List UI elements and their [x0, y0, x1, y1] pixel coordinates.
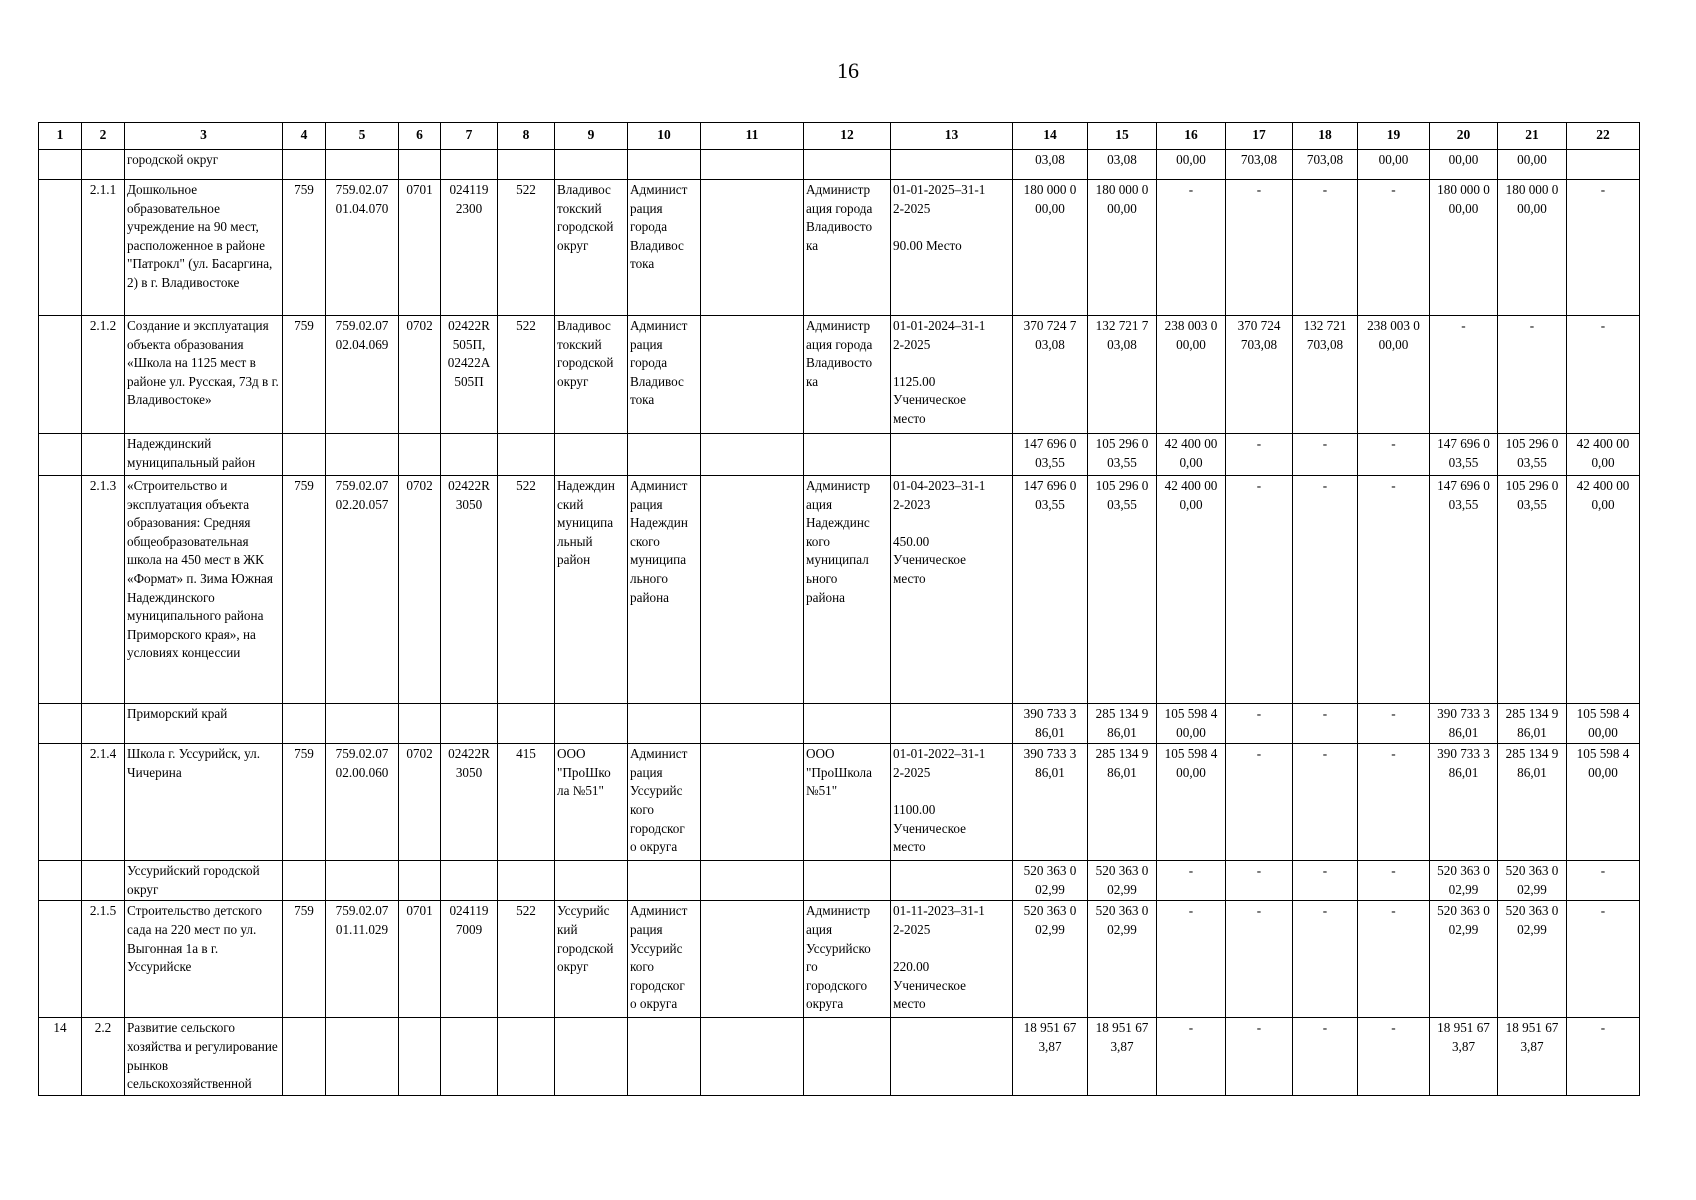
- table-cell: [628, 1018, 701, 1096]
- table-cell: ООО "ПроШко ла №51": [555, 744, 628, 861]
- header-row: [39, 123, 1640, 150]
- budget-table: [38, 122, 1640, 1096]
- table-cell: 180 000 0 00,00: [1088, 180, 1157, 316]
- table-cell: [891, 861, 1013, 901]
- table-cell: 759: [283, 476, 326, 704]
- table-cell: [326, 1018, 399, 1096]
- table-cell: [891, 1018, 1013, 1096]
- page-number: 16: [837, 58, 859, 83]
- table-cell: 18 951 67 3,87: [1430, 1018, 1498, 1096]
- header-cell: 16: [1157, 123, 1226, 150]
- table-cell: 520 363 0 02,99: [1013, 861, 1088, 901]
- table-cell: 42 400 00 0,00: [1157, 434, 1226, 476]
- table-cell: 01-11-2023–31-1 2-2025 220.00 Ученическое место: [891, 901, 1013, 1018]
- table-cell: 759.02.07 01.11.029: [326, 901, 399, 1018]
- table-cell: [804, 861, 891, 901]
- table-cell: 03,08: [1013, 150, 1088, 180]
- table-cell: [628, 861, 701, 901]
- table-cell: [804, 1018, 891, 1096]
- header-cell: 5: [326, 123, 399, 150]
- table-cell: 147 696 0 03,55: [1013, 434, 1088, 476]
- table-cell: -: [1567, 316, 1640, 434]
- table-cell: 759: [283, 901, 326, 1018]
- table-cell: 285 134 9 86,01: [1498, 744, 1567, 861]
- table-cell: 105 296 0 03,55: [1088, 476, 1157, 704]
- table-cell: -: [1358, 901, 1430, 1018]
- table-cell: [326, 704, 399, 744]
- table-cell: -: [1157, 1018, 1226, 1096]
- table-cell: 520 363 0 02,99: [1498, 861, 1567, 901]
- table-cell: -: [1293, 901, 1358, 1018]
- table-cell: [39, 180, 82, 316]
- table-cell: 522: [498, 901, 555, 1018]
- table-cell: 02422R 3050: [441, 744, 498, 861]
- table-cell: 2.1.2: [82, 316, 125, 434]
- table-cell: городской округ: [125, 150, 283, 180]
- table-cell: [441, 704, 498, 744]
- header-cell: 22: [1567, 123, 1640, 150]
- table-cell: 0702: [399, 476, 441, 704]
- table-cell: [441, 861, 498, 901]
- table-cell: [804, 434, 891, 476]
- header-cell: 1: [39, 123, 82, 150]
- table-cell: -: [1226, 901, 1293, 1018]
- table-cell: [891, 150, 1013, 180]
- header-cell: 4: [283, 123, 326, 150]
- header-cell: 11: [701, 123, 804, 150]
- table-cell: [804, 704, 891, 744]
- table-cell: 42 400 00 0,00: [1567, 434, 1640, 476]
- table-cell: [555, 861, 628, 901]
- table-cell: -: [1358, 744, 1430, 861]
- header-cell: 3: [125, 123, 283, 150]
- header-cell: 18: [1293, 123, 1358, 150]
- table-cell: Администр ация города Владивосто ка: [804, 180, 891, 316]
- table-cell: 18 951 67 3,87: [1498, 1018, 1567, 1096]
- table-cell: [555, 1018, 628, 1096]
- table-cell: 759.02.07 02.04.069: [326, 316, 399, 434]
- table-cell: [39, 150, 82, 180]
- header-cell: 12: [804, 123, 891, 150]
- table-cell: 285 134 9 86,01: [1498, 704, 1567, 744]
- table-cell: [39, 316, 82, 434]
- table-cell: 759: [283, 180, 326, 316]
- table-cell: 285 134 9 86,01: [1088, 744, 1157, 861]
- table-cell: 01-04-2023–31-1 2-2023 450.00 Ученическое место: [891, 476, 1013, 704]
- table-cell: 759.02.07 02.00.060: [326, 744, 399, 861]
- table-cell: [701, 901, 804, 1018]
- table-cell: -: [1157, 901, 1226, 1018]
- table-cell: [283, 150, 326, 180]
- table-cell: -: [1157, 180, 1226, 316]
- table-cell: 2.1.1: [82, 180, 125, 316]
- table-cell: [39, 901, 82, 1018]
- table-cell: 2.2: [82, 1018, 125, 1096]
- table-cell: [701, 1018, 804, 1096]
- table-cell: 520 363 0 02,99: [1430, 901, 1498, 1018]
- table-cell: [701, 316, 804, 434]
- table-cell: 390 733 3 86,01: [1430, 744, 1498, 861]
- header-cell: 14: [1013, 123, 1088, 150]
- table-cell: 105 598 4 00,00: [1157, 704, 1226, 744]
- table-cell: 00,00: [1358, 150, 1430, 180]
- table-row: [39, 316, 1640, 434]
- table-cell: -: [1293, 744, 1358, 861]
- table-cell: [701, 434, 804, 476]
- table-cell: Владивос токский городской округ: [555, 316, 628, 434]
- table-cell: 390 733 3 86,01: [1013, 744, 1088, 861]
- table-row: [39, 476, 1640, 704]
- table-cell: 18 951 67 3,87: [1013, 1018, 1088, 1096]
- table-cell: 00,00: [1157, 150, 1226, 180]
- table-cell: 024119 2300: [441, 180, 498, 316]
- table-cell: Школа г. Уссурийск, ул. Чичерина: [125, 744, 283, 861]
- table-cell: -: [1358, 1018, 1430, 1096]
- table-cell: 703,08: [1226, 150, 1293, 180]
- table-cell: -: [1293, 704, 1358, 744]
- table-cell: 00,00: [1430, 150, 1498, 180]
- table-cell: Админист рация города Владивос тока: [628, 180, 701, 316]
- table-cell: 18 951 67 3,87: [1088, 1018, 1157, 1096]
- table-cell: 01-01-2022–31-1 2-2025 1100.00 Ученическое место: [891, 744, 1013, 861]
- table-cell: 147 696 0 03,55: [1013, 476, 1088, 704]
- table-cell: [804, 150, 891, 180]
- table-cell: Развитие сельского хозяйства и регулирование рынков сельскохозяйственной: [125, 1018, 283, 1096]
- table-cell: ООО "ПроШкола №51": [804, 744, 891, 861]
- table-cell: 42 400 00 0,00: [1157, 476, 1226, 704]
- table-cell: 703,08: [1293, 150, 1358, 180]
- table-cell: [555, 704, 628, 744]
- table-cell: 01-01-2024–31-1 2-2025 1125.00 Ученическое место: [891, 316, 1013, 434]
- table-cell: 390 733 3 86,01: [1430, 704, 1498, 744]
- header-cell: 19: [1358, 123, 1430, 150]
- table-cell: -: [1293, 476, 1358, 704]
- table-cell: 2.1.3: [82, 476, 125, 704]
- header-cell: 9: [555, 123, 628, 150]
- table-cell: [498, 861, 555, 901]
- header-cell: 8: [498, 123, 555, 150]
- table-cell: -: [1358, 704, 1430, 744]
- table-cell: [39, 434, 82, 476]
- table-cell: 238 003 0 00,00: [1358, 316, 1430, 434]
- table-cell: -: [1358, 861, 1430, 901]
- table-cell: -: [1157, 861, 1226, 901]
- table-cell: [399, 150, 441, 180]
- table-cell: [701, 744, 804, 861]
- table-cell: 522: [498, 476, 555, 704]
- table-cell: 2.1.5: [82, 901, 125, 1018]
- table-cell: -: [1226, 1018, 1293, 1096]
- table-cell: Админист рация Уссурийс кого городског о округа: [628, 744, 701, 861]
- table-cell: 520 363 0 02,99: [1088, 901, 1157, 1018]
- table-cell: 520 363 0 02,99: [1430, 861, 1498, 901]
- table-cell: -: [1358, 180, 1430, 316]
- table-cell: [891, 704, 1013, 744]
- table-cell: -: [1293, 434, 1358, 476]
- table-cell: [498, 150, 555, 180]
- table-cell: [39, 704, 82, 744]
- table-cell: Уссурийс кий городской округ: [555, 901, 628, 1018]
- table-cell: [399, 1018, 441, 1096]
- table-cell: 522: [498, 180, 555, 316]
- table-cell: [1567, 150, 1640, 180]
- table-cell: [283, 704, 326, 744]
- table-cell: Приморский край: [125, 704, 283, 744]
- table-cell: -: [1358, 434, 1430, 476]
- table-cell: [82, 704, 125, 744]
- table-cell: 390 733 3 86,01: [1013, 704, 1088, 744]
- table-cell: [628, 150, 701, 180]
- table-cell: [628, 704, 701, 744]
- table-cell: 0701: [399, 180, 441, 316]
- table-cell: 0702: [399, 316, 441, 434]
- table-row: [39, 744, 1640, 861]
- table-cell: [82, 150, 125, 180]
- table-cell: «Строительство и эксплуатация объекта образования: Средняя общеобразовательная школа на 450 мест в ЖК «Формат» п. Зима Южная Надеждинского муниципального района Приморского края», на условиях концессии: [125, 476, 283, 704]
- table-cell: -: [1567, 901, 1640, 1018]
- table-cell: 0701: [399, 901, 441, 1018]
- table-row: [39, 150, 1640, 180]
- table-cell: 02422R 3050: [441, 476, 498, 704]
- table-cell: 105 598 4 00,00: [1567, 744, 1640, 861]
- table-cell: 147 696 0 03,55: [1430, 476, 1498, 704]
- header-cell: 10: [628, 123, 701, 150]
- table-cell: [399, 704, 441, 744]
- header-cell: 13: [891, 123, 1013, 150]
- table-cell: 2.1.4: [82, 744, 125, 861]
- table-cell: [628, 434, 701, 476]
- table-row: [39, 861, 1640, 901]
- table-cell: [701, 150, 804, 180]
- table-cell: [82, 861, 125, 901]
- table-cell: -: [1226, 744, 1293, 861]
- table-cell: [82, 434, 125, 476]
- table-row: [39, 901, 1640, 1018]
- table-cell: 0702: [399, 744, 441, 861]
- table-cell: [39, 744, 82, 861]
- table-cell: Администр ация Уссурийско го городского округа: [804, 901, 891, 1018]
- table-cell: 522: [498, 316, 555, 434]
- table-cell: [399, 434, 441, 476]
- table-cell: 759.02.07 02.20.057: [326, 476, 399, 704]
- table-cell: [283, 434, 326, 476]
- table-cell: [498, 1018, 555, 1096]
- table-cell: 180 000 0 00,00: [1013, 180, 1088, 316]
- table-cell: Администр ация города Владивосто ка: [804, 316, 891, 434]
- header-cell: 20: [1430, 123, 1498, 150]
- table-cell: [555, 150, 628, 180]
- table-cell: Строительство детского сада на 220 мест по ул. Выгонная 1а в г. Уссурийске: [125, 901, 283, 1018]
- table-cell: [39, 861, 82, 901]
- table-cell: [441, 150, 498, 180]
- table-cell: -: [1498, 316, 1567, 434]
- table-cell: 285 134 9 86,01: [1088, 704, 1157, 744]
- table-cell: Надеждинский муниципальный район: [125, 434, 283, 476]
- table-cell: 105 598 4 00,00: [1567, 704, 1640, 744]
- table-cell: [701, 476, 804, 704]
- table-cell: -: [1226, 704, 1293, 744]
- table-cell: [39, 476, 82, 704]
- table-cell: [701, 704, 804, 744]
- table-cell: Владивос токский городской округ: [555, 180, 628, 316]
- table-cell: [701, 180, 804, 316]
- table-cell: -: [1226, 861, 1293, 901]
- table-cell: -: [1226, 434, 1293, 476]
- table-cell: 759: [283, 744, 326, 861]
- table-cell: 01-01-2025–31-1 2-2025 90.00 Место: [891, 180, 1013, 316]
- table-cell: -: [1567, 861, 1640, 901]
- table-cell: Дошкольное образовательное учреждение на 90 мест, расположенное в районе "Патрокл" (ул. Басаргина, 2) в г. Владивостоке: [125, 180, 283, 316]
- table-cell: Администр ация Надеждинс кого муниципал ьного района: [804, 476, 891, 704]
- table-cell: 520 363 0 02,99: [1013, 901, 1088, 1018]
- table-cell: -: [1226, 180, 1293, 316]
- table-cell: 520 363 0 02,99: [1088, 861, 1157, 901]
- table-cell: 024119 7009: [441, 901, 498, 1018]
- table-cell: 238 003 0 00,00: [1157, 316, 1226, 434]
- table-cell: -: [1293, 1018, 1358, 1096]
- table-row: [39, 1018, 1640, 1096]
- table-cell: [283, 1018, 326, 1096]
- table-cell: 14: [39, 1018, 82, 1096]
- table-cell: [555, 434, 628, 476]
- table-row: [39, 434, 1640, 476]
- table-cell: [441, 1018, 498, 1096]
- table-cell: Создание и эксплуатация объекта образования «Школа на 1125 мест в районе ул. Русская, 73д в г. Владивостоке»: [125, 316, 283, 434]
- table-row: [39, 704, 1640, 744]
- table-cell: [891, 434, 1013, 476]
- table-cell: [399, 861, 441, 901]
- header-cell: 21: [1498, 123, 1567, 150]
- table-cell: [326, 434, 399, 476]
- table-cell: 105 296 0 03,55: [1088, 434, 1157, 476]
- table-cell: [498, 434, 555, 476]
- table-cell: 370 724 7 03,08: [1013, 316, 1088, 434]
- table-cell: Админист рация города Владивос тока: [628, 316, 701, 434]
- table-cell: 105 296 0 03,55: [1498, 476, 1567, 704]
- table-cell: 759: [283, 316, 326, 434]
- table-cell: Надеждин ский муниципа льный район: [555, 476, 628, 704]
- table-cell: -: [1430, 316, 1498, 434]
- table-cell: 03,08: [1088, 150, 1157, 180]
- table-cell: [283, 861, 326, 901]
- table-cell: [326, 861, 399, 901]
- table-row: [39, 180, 1640, 316]
- table-cell: 132 721 7 03,08: [1088, 316, 1157, 434]
- header-cell: 17: [1226, 123, 1293, 150]
- table-cell: [441, 434, 498, 476]
- table-cell: 180 000 0 00,00: [1498, 180, 1567, 316]
- table-cell: 415: [498, 744, 555, 861]
- table-cell: 147 696 0 03,55: [1430, 434, 1498, 476]
- table-cell: -: [1293, 861, 1358, 901]
- table-cell: [701, 861, 804, 901]
- table-cell: 42 400 00 0,00: [1567, 476, 1640, 704]
- table-cell: -: [1358, 476, 1430, 704]
- table-cell: -: [1226, 476, 1293, 704]
- header-cell: 2: [82, 123, 125, 150]
- header-cell: 7: [441, 123, 498, 150]
- table-cell: [326, 150, 399, 180]
- table-cell: 105 296 0 03,55: [1498, 434, 1567, 476]
- table-cell: -: [1567, 1018, 1640, 1096]
- header-cell: 15: [1088, 123, 1157, 150]
- table-cell: Админист рация Надеждин ского муниципа льного района: [628, 476, 701, 704]
- table-cell: 02422R 505П, 02422A 505П: [441, 316, 498, 434]
- table-cell: -: [1293, 180, 1358, 316]
- table-cell: 180 000 0 00,00: [1430, 180, 1498, 316]
- table-cell: Админист рация Уссурийс кого городског о округа: [628, 901, 701, 1018]
- table-cell: 00,00: [1498, 150, 1567, 180]
- table-cell: -: [1567, 180, 1640, 316]
- table-cell: 759.02.07 01.04.070: [326, 180, 399, 316]
- table-cell: [498, 704, 555, 744]
- header-cell: 6: [399, 123, 441, 150]
- table-cell: 520 363 0 02,99: [1498, 901, 1567, 1018]
- table-cell: 105 598 4 00,00: [1157, 744, 1226, 861]
- table-cell: 132 721 703,08: [1293, 316, 1358, 434]
- table-cell: 370 724 703,08: [1226, 316, 1293, 434]
- table-cell: Уссурийский городской округ: [125, 861, 283, 901]
